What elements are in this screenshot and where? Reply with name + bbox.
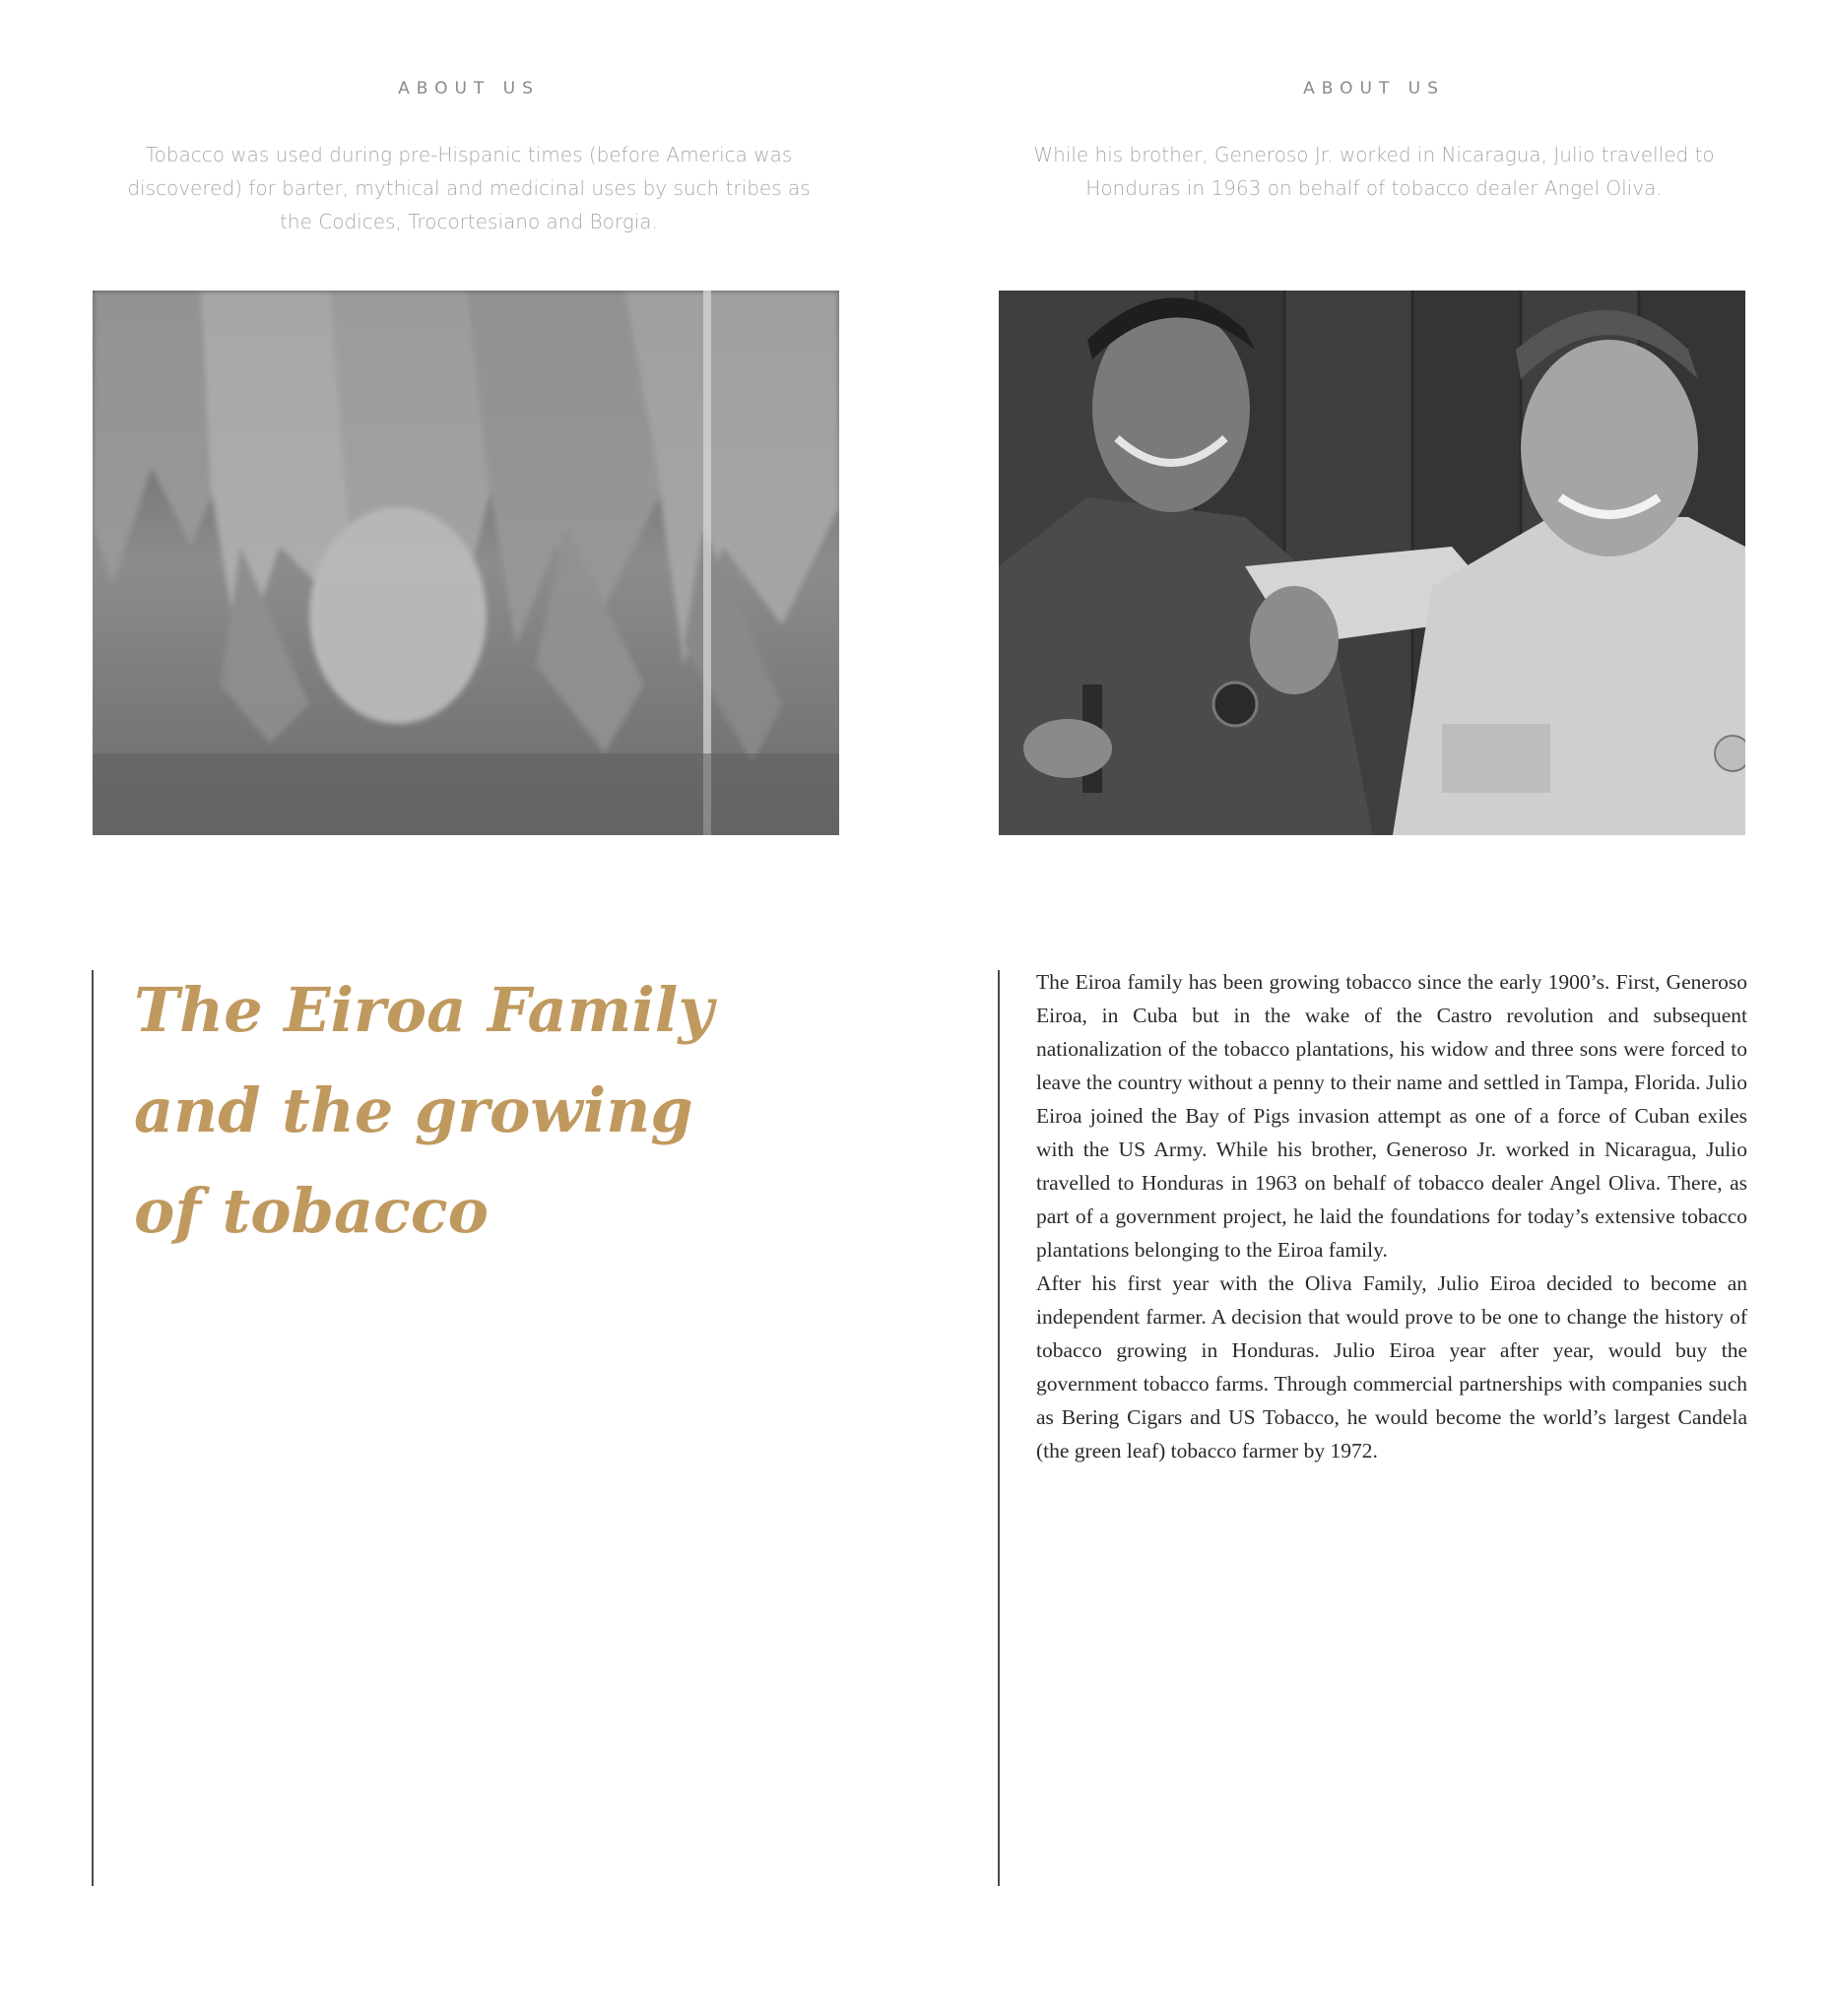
body-paragraph-2: After his first year with the Oliva Family, Julio Eiroa decided to become an independent farmer. A decision that would prove to be one to change the history of tobacco growing in Honduras. Julio Eiroa year after year, would buy the government tobacco farms. Through commercial partnerships with companies such as Bering Cigars and US Tobacco, he would become the world’s largest Candela (the green leaf) tobacco farmer by 1972. [1036,1271,1747,1463]
right-vertical-rule [998,970,1000,1886]
body-text [1036,965,1747,1467]
body-paragraph-1: The Eiroa family has been growing tobacco since the early 1900’s. First, Generoso Eiroa, in Cuba but in the wake of the Castro revolution and subsequent nationalization of the tobacco plantations, his widow and three sons were forced to leave the country without a penny to their name and settled in Tampa, Florida. Julio Eiroa joined the Bay of Pigs invasion attempt as one of a force of Cuban exiles with the US Army. While his brother, Generoso Jr. worked in Nicaragua, Julio travelled to Honduras in 1963 on behalf of tobacco dealer Angel Oliva. There, as part of a government project, he laid the foundations for today’s extensive tobacco plantations belonging to the Eiroa family. [1036,970,1747,1262]
left-section-label: ABOUT US [398,79,540,98]
left-vertical-rule [92,970,94,1886]
tobacco-leaves-photo [93,291,839,835]
eiroa-family-photo [999,291,1745,835]
right-caption: While his brother, Generoso Jr. worked in Nicaragua, Julio travelled to Honduras in 1963 on behalf of tobacco dealer Angel Oliva. [1033,143,1715,200]
right-section-label: ABOUT US [1303,79,1445,98]
left-caption: Tobacco was used during pre-Hispanic times (before America was discovered) for barter, mythical and medicinal uses by such tribes as the Codices, Trocortesiano and Borgia. [127,143,811,233]
page-heading: The Eiroa Family and the growing of tobacco [134,974,714,1247]
